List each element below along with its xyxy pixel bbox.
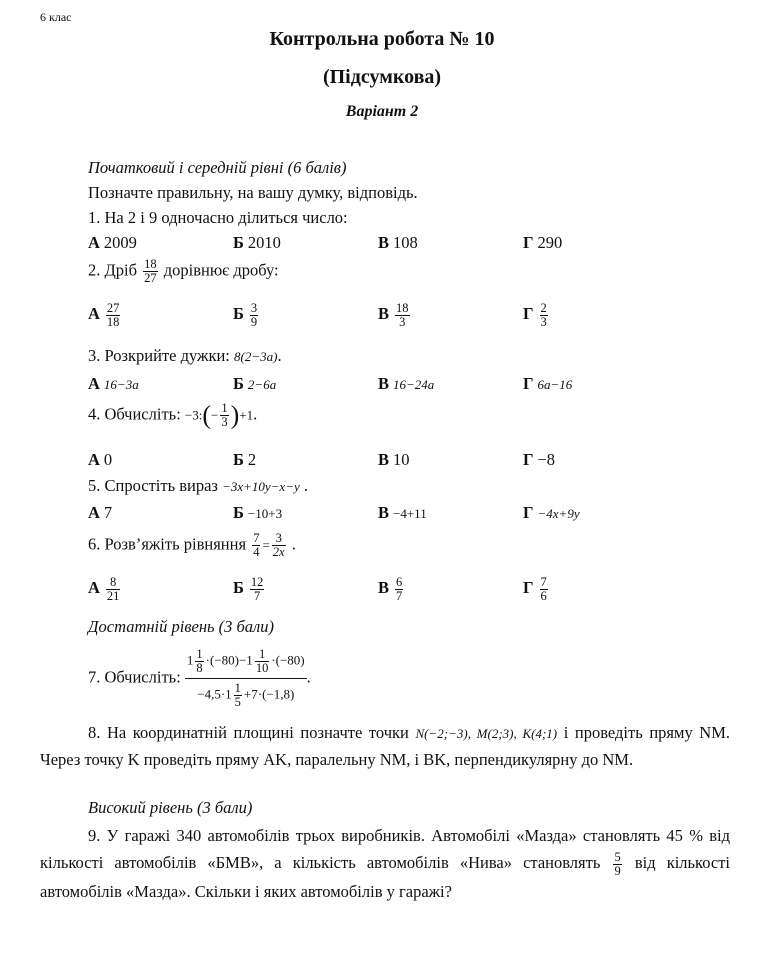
q6-answer-d: Г $\frac{7}{6}$ <box>523 575 547 604</box>
q2-answer-b: Б $\frac{3}{9}$ <box>233 301 258 330</box>
question-7-text: 7. Обчисліть: 1 $\frac{1}{8}$ ·(−80)−1 $\frac{1}{10}$ ·(−80) −4,5·1 $\frac{1}{5}$ +7·(−1,8) . <box>88 647 311 710</box>
q4-answer-b: Б 2 <box>233 450 257 469</box>
q4-answer-a: А 0 <box>88 450 113 469</box>
question-5-text: 5. Спростіть вираз −3x+10y−x−y . <box>88 476 308 495</box>
question-9-text: 9. У гаражі 340 автомобілів трьох виробників. Автомобілі «Мазда» становлять 45 % від кількості автомобілів «БМВ», а кількість автомобілів «Нива» становлять $\frac{5}{9}$ від кількості автомобілів «Мазда». Скільки і яких автомобілів у гаражі? <box>40 826 731 901</box>
page-subtitle: (Підсумкова) <box>322 66 442 88</box>
q2-fraction: $\frac{18}{27}$ <box>144 257 157 286</box>
q1-answer-d: Г 290 <box>523 233 563 252</box>
variant-label: Варіант 2 <box>345 103 419 120</box>
q5-answer-b: Б −10+3 <box>233 503 283 522</box>
q2-answer-a: А $\frac{27}{18}$ <box>88 301 120 330</box>
q1-answer-c: В 108 <box>378 233 418 252</box>
q3-answer-b: Б 2−6a <box>233 374 277 393</box>
section-heading-basic: Початковий і середній рівні (6 балів) <box>88 158 347 177</box>
q2-answer-d: Г $\frac{2}{3}$ <box>523 301 547 330</box>
section-heading-high: Високий рівень (3 бали) <box>88 798 253 817</box>
q5-answer-a: А 7 <box>88 503 113 522</box>
question-4-text: 4. Обчисліть: −3:(− $\frac{1}{3}$ )+1. <box>88 400 258 430</box>
q4-answer-c: В 10 <box>378 450 410 469</box>
q6-answer-c: В $\frac{6}{7}$ <box>378 575 403 604</box>
q4-answer-d: Г −8 <box>523 450 556 469</box>
q7-expression: 1 $\frac{1}{8}$ ·(−80)−1 $\frac{1}{10}$ ·(−80) −4,5·1 $\frac{1}{5}$ +7·(−1,8) <box>186 647 305 710</box>
q6-answer-a: А $\frac{8}{21}$ <box>88 575 120 604</box>
page-title: Контрольна робота № 10 <box>269 28 495 50</box>
section-heading-sufficient: Достатній рівень (3 бали) <box>88 617 274 636</box>
question-1-text: 1. На 2 і 9 одночасно ділиться число: <box>88 208 348 227</box>
question-6-text: 6. Розв’яжіть рівняння $\frac{7}{4}$ = $\frac{3}{2x}$ . <box>88 531 296 560</box>
q3-answer-a: А 16−3a <box>88 374 139 393</box>
q1-answer-b: Б 2010 <box>233 233 281 252</box>
q3-answer-c: В 16−24a <box>378 374 435 393</box>
q5-answer-d: Г −4x+9y <box>523 503 580 522</box>
question-3-text: 3. Розкрийте дужки: 8(2−3a). <box>88 346 282 365</box>
q3-answer-d: Г 6a−16 <box>523 374 573 393</box>
grade-label: 6 клас <box>40 10 72 24</box>
question-2-text: 2. Дріб $\frac{18}{27}$ дорівнює дробу: <box>88 257 279 286</box>
q2-answer-c: В $\frac{18}{3}$ <box>378 301 409 330</box>
q5-answer-c: В −4+11 <box>378 503 427 522</box>
question-8-text: 8. На координатній площині позначте точки N(−2;−3), M(2;3), K(4;1) і проведіть пряму NM. Через точку K проведіть пряму AK, паралельну NM, і BK, перпендикулярну до NM. <box>40 723 731 769</box>
q6-answer-b: Б $\frac{12}{7}$ <box>233 575 264 604</box>
q1-answer-a: А 2009 <box>88 233 137 252</box>
instruction-text: Позначте правильну, на вашу думку, відповідь. <box>88 183 418 202</box>
